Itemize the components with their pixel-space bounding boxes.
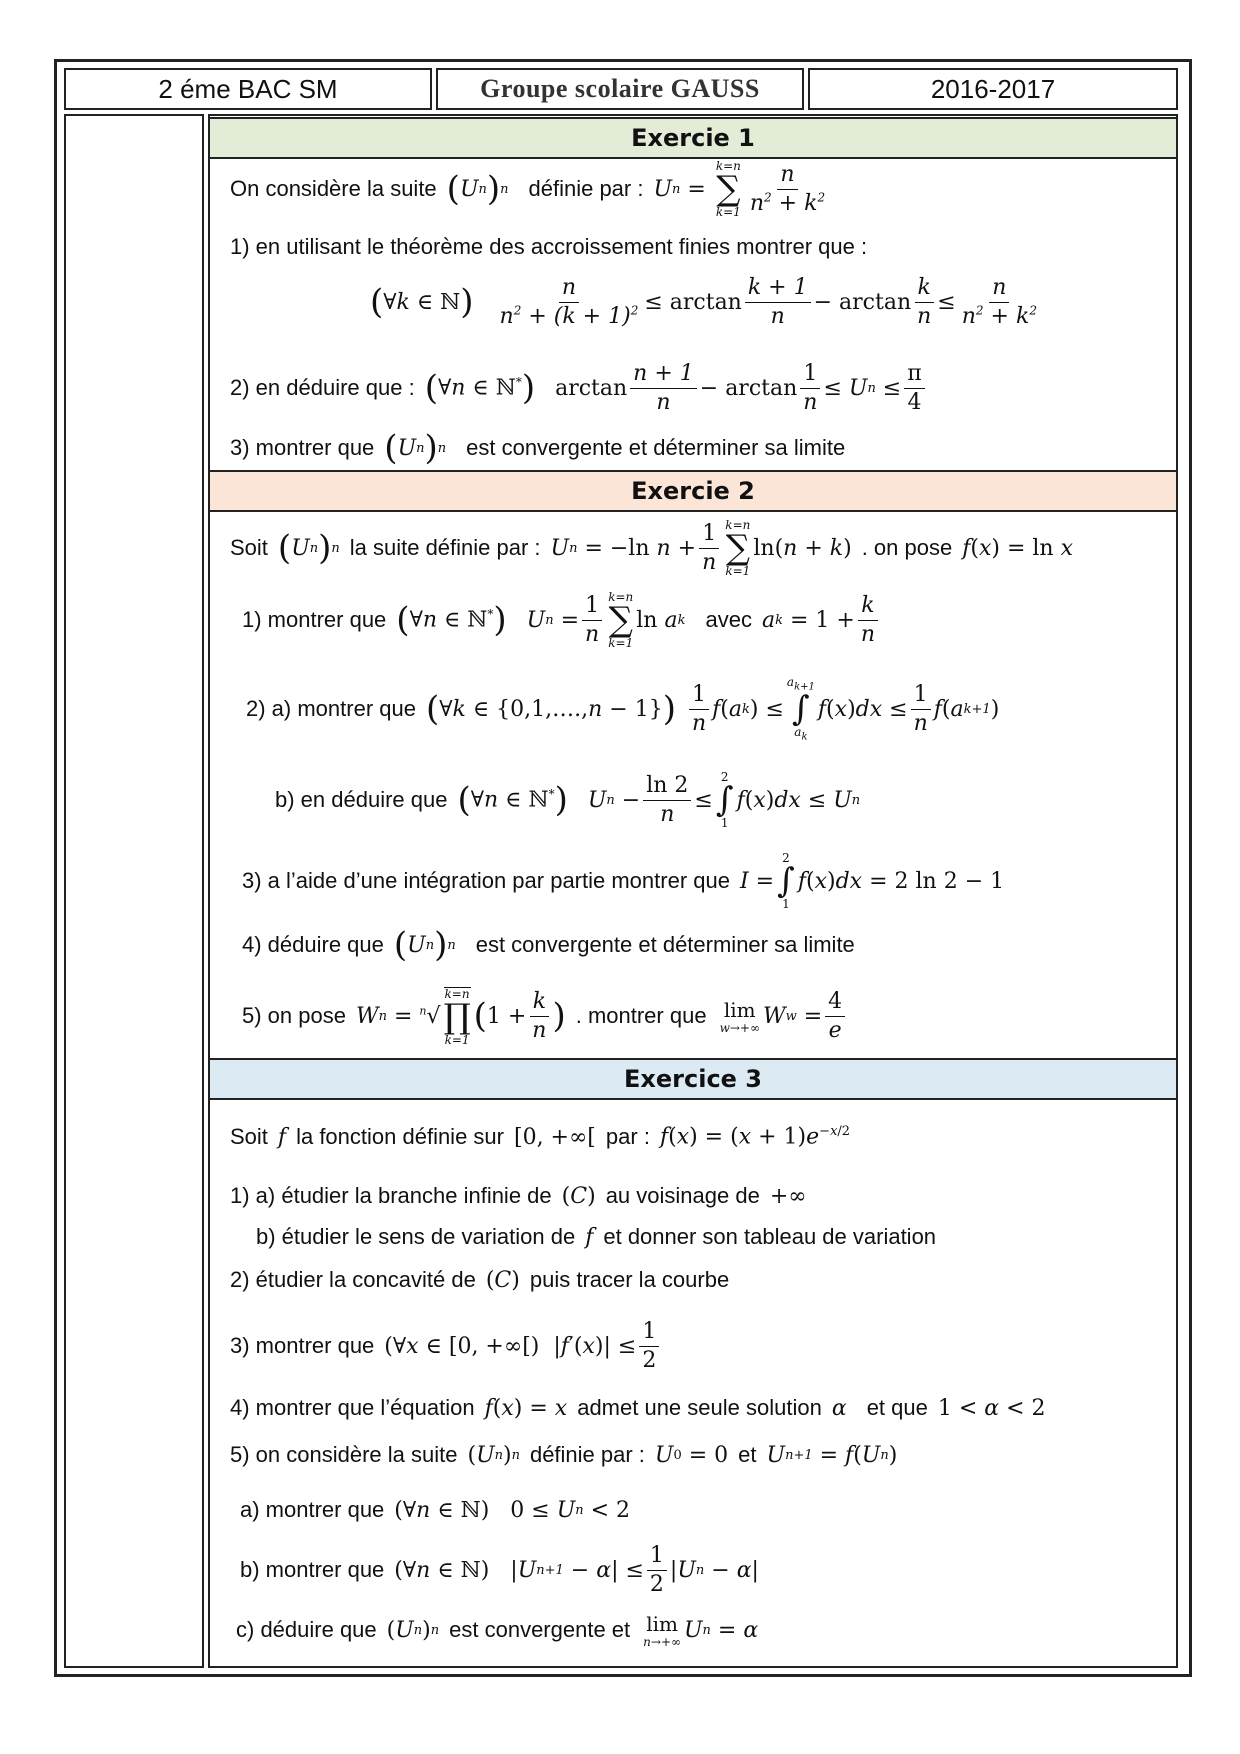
header-year: 2016-2017 [808,68,1178,110]
ex2-intro: Soit ( U n ) n la suite définie par : U n = −ln n + $\frac{1}{n}$ k=n ∑ k=1 ln(n + k) . on pose f(x) = ln x [230,518,1073,578]
header-school: Groupe scolaire GAUSS [436,68,804,110]
header-level: 2 éme BAC SM [64,68,432,110]
ex3-q5b: b) montrer que (∀n ∈ ℕ) |U n+1 − α| ≤ $\frac{1}{2}$ |U n − α| [240,1543,759,1597]
ex1-intro: On considère la suite ( U n ) n définie par : U n = k=n ∑ k=1 $\frac{n}{n^2 + k^2}$ [230,159,826,219]
exercise-1-title: Exercie 1 [208,117,1178,159]
ex3-q5a: a) montrer que (∀n ∈ ℕ) 0 ≤ U n < 2 [240,1497,631,1523]
ex1-q2: 2) en déduire que : ( ∀n ∈ ℕ* ) arctan $\frac{n + 1}{n}$ − arctan $\frac{1}{n}$ ≤ U n ≤ $\frac{\pi}{4}$ [230,360,928,416]
ex2-q2a: 2) a) montrer que ( ∀k ∈ {0,1,….,n − 1} ) $\frac{1}{n}$ f(a k ) ≤ $a_{k+1}$ ∫ $a_k$ f(x)dx ≤ $\frac{1}{n}$ f(a k+1 ) [246,674,1000,743]
ex2-q1: 1) montrer que ( ∀n ∈ ℕ* ) U n = $\frac{1}{n}$ k=n ∑ k=1 ln a k avec a k = 1 + $\frac{k}{n}$ [242,590,881,650]
margin-column [64,114,204,1668]
ex3-q4: 4) montrer que l’équation f(x) = x admet une seule solution α et que 1 < α < 2 [230,1395,1046,1421]
ex3-q2: 2) étudier la concavité de (C) puis tracer la courbe [230,1267,730,1293]
ex3-q3: 3) montrer que (∀x ∈ [0, +∞[) |f′(x)| ≤ $\frac{1}{2}$ [230,1316,662,1376]
ex2-q5: 5) on pose W n = $^n$√ k=n ∏ k=1 ( 1 + $\frac{k}{n}$ ) . montrer que lim w→+∞ W w = $\frac{4}{e}$ [242,980,848,1052]
ex2-q3: 3) a l’aide d’une intégration par partie montrer que I = 2 ∫ 1 f(x)dx = 2 ln 2 − 1 [242,851,1005,911]
ex2-q2b: b) en déduire que ( ∀n ∈ ℕ* ) U n − $\frac{\ln 2}{n}$ ≤ 2 ∫ 1 f(x)dx ≤ U n [275,770,861,830]
ex1-q1: 1) en utilisant le théorème des accroissement finies montrer que : [230,234,868,259]
ex3-q5: 5) on considère la suite (U n ) n définie par : U 0 = 0 et U n+1 = f(U n ) [230,1442,898,1468]
ex1-q3: 3) montrer que ( U n ) n est convergente et déterminer sa limite [230,428,846,468]
ex3-intro: Soit f la fonction définie sur [0, +∞[ par : $f(x) = (x + 1)e^{-x/2}$ [230,1124,851,1150]
ex3-q5c: c) déduire que (U n ) n est convergente et lim n→+∞ U n = α [236,1612,759,1649]
exercise-3-title: Exercice 3 [208,1058,1178,1100]
ex3-q1a: 1) a) étudier la branche infinie de (C) au voisinage de +∞ [230,1183,807,1209]
exercise-2-title: Exercie 2 [208,470,1178,512]
ex1-q1-formula: ( ∀k ∈ ℕ ) $\frac{n}{n^2 + (k + 1)^2}$ ≤ arctan $\frac{k + 1}{n}$ − arctan $\frac{k}{n}$ ≤ $\frac{n}{n^2 + k^2}$ [370,275,1037,329]
ex3-q1b: b) étudier le sens de variation de f et donner son tableau de variation [256,1224,937,1250]
ex2-q4: 4) déduire que ( U n ) n est convergente et déterminer sa limite [242,925,855,965]
